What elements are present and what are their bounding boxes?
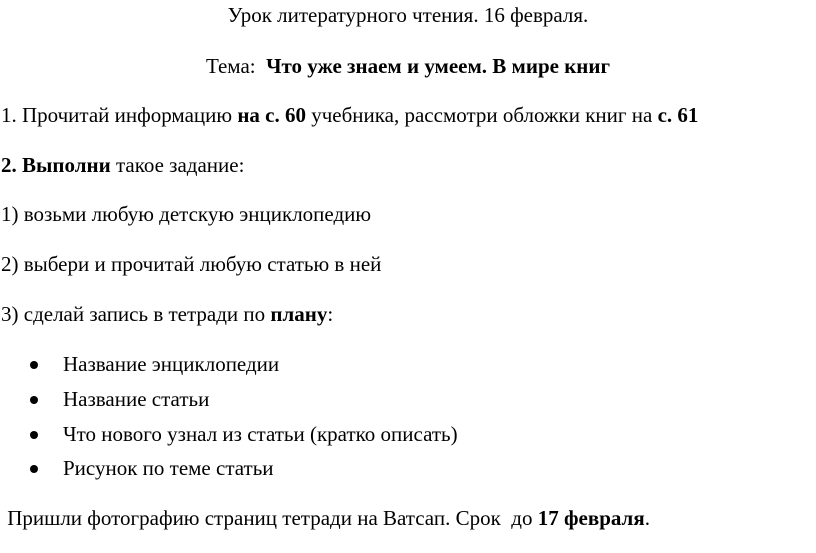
footer-prefix: Пришли фотографию страниц тетради на Ватсап. Срок до (2, 506, 538, 530)
task-2-bold: 2. Выполни (1, 153, 111, 177)
bullet-icon (30, 465, 38, 473)
list-item-text: Название статьи (63, 387, 210, 411)
step-2 (1, 252, 381, 276)
step-3-suffix: : (327, 302, 334, 326)
footer-deadline: 17 февраля (537, 506, 645, 530)
bullet-icon (30, 396, 38, 404)
lesson-title-text: Урок литературного чтения. 16 февраля. (227, 3, 589, 27)
step-3-bold: плану (270, 302, 328, 326)
topic-line (0, 54, 816, 78)
list-item-text: Что нового узнал из статьи (кратко описать) (63, 422, 458, 446)
task-1 (1, 103, 698, 127)
bullet-icon (30, 431, 38, 439)
footer-instruction (2, 506, 650, 530)
task-1-page-2: с. 61 (657, 103, 699, 127)
lesson-title (0, 3, 816, 27)
topic-text: Что уже знаем и умеем. В мире книг (266, 54, 611, 78)
task-1-prefix: 1. Прочитай информацию (1, 103, 238, 127)
topic-label: Тема: (205, 54, 256, 78)
task-2-rest: такое задание: (110, 153, 245, 177)
step-1-text: 1) возьми любую детскую энциклопедию (1, 202, 372, 226)
bullet-icon (30, 361, 38, 369)
list-item-text: Название энциклопедии (63, 352, 280, 376)
step-1 (1, 202, 371, 226)
footer-suffix: . (644, 506, 650, 530)
task-2 (1, 153, 244, 177)
step-2-text: 2) выбери и прочитай любую статью в ней (1, 252, 382, 276)
task-1-page-1: на с. 60 (237, 103, 306, 127)
list-item-text: Рисунок по теме статьи (63, 456, 274, 480)
task-1-middle: учебника, рассмотри обложки книг на (305, 103, 658, 127)
step-3 (1, 302, 333, 326)
step-3-prefix: 3) сделай запись в тетради по (1, 302, 271, 326)
